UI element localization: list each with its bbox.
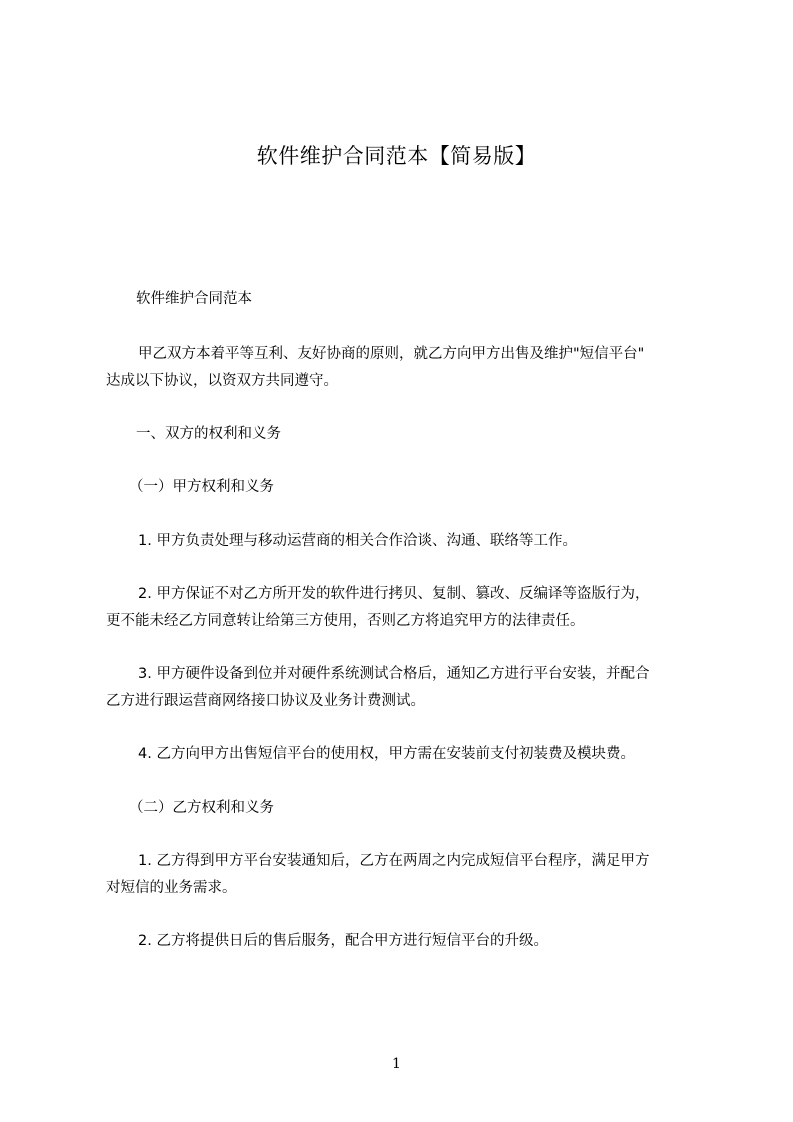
intro-line-2: 达成以下协议，以资双方共同遵守。	[106, 373, 338, 389]
party-a-item-2	[106, 581, 716, 635]
party-b-item-1-line-2: 对短信的业务需求。	[106, 880, 237, 896]
intro-line-1: 甲乙双方本着平等互利、友好协商的原则，就乙方向甲方出售及维护"短信平台"	[138, 346, 645, 362]
intro-paragraph	[106, 341, 716, 395]
party-b-item-1-line-1: 1. 乙方得到甲方平台安装通知后，乙方在两周之内完成短信平台程序，满足甲方	[138, 853, 650, 869]
page-number: 1	[392, 1056, 401, 1072]
party-a-item-3-line-1: 3. 甲方硬件设备到位并对硬件系统测试合格后，通知乙方进行平台安装，并配合	[138, 666, 650, 682]
page-title: 软件维护合同范本【简易版】	[256, 144, 537, 168]
party-a-item-2-line-2: 更不能未经乙方同意转让给第三方使用，否则乙方将追究甲方的法律责任。	[106, 613, 585, 629]
party-a-item-3-line-2: 乙方进行跟运营商网络接口协议及业务计费测试。	[106, 693, 425, 709]
party-a-item-2-line-1: 2. 甲方保证不对乙方所开发的软件进行拷贝、复制、篡改、反编译等盗版行为，	[138, 586, 650, 602]
party-a-item-4: 4. 乙方向甲方出售短信平台的使用权，甲方需在安装前支付初装费及模块费。	[138, 746, 635, 762]
section-heading-rights: 一、双方的权利和义务	[136, 426, 281, 442]
party-a-item-3	[106, 661, 716, 715]
party-a-item-1: 1. 甲方负责处理与移动运营商的相关合作洽谈、沟通、联络等工作。	[138, 533, 577, 549]
party-b-heading: （二）乙方权利和义务	[129, 800, 274, 816]
party-b-item-1	[106, 848, 716, 902]
subtitle: 软件维护合同范本	[136, 291, 252, 307]
party-b-item-2: 2. 乙方将提供日后的售后服务，配合甲方进行短信平台的升级。	[138, 933, 548, 949]
party-a-heading: （一）甲方权利和义务	[129, 479, 274, 495]
